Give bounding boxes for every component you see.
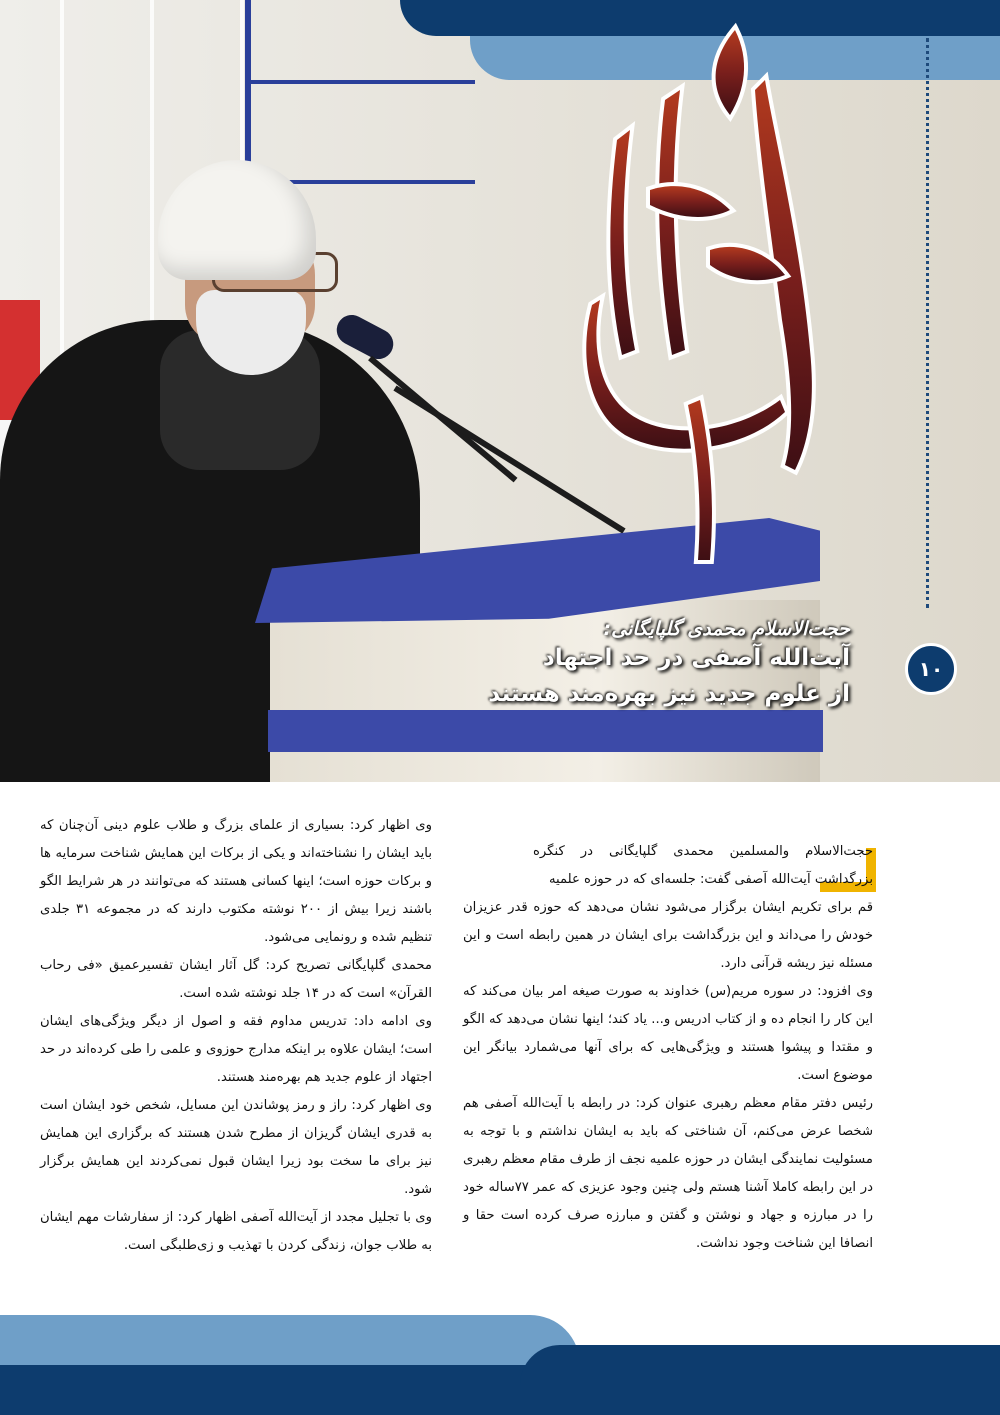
paragraph: وی ادامه داد: تدریس مداوم فقه و اصول از دیگر ویژگی‌های ایشان است؛ ایشان علاوه بر اینکه مدارج حوزوی و علمی را طی کرده‌اند در حد اجتهاد از علوم جدید هم بهره‌مند هستند. xyxy=(40,1014,432,1085)
paragraph: وی با تجلیل مجدد از آیت‌الله آصفی اظهار کرد: از سفارشات مهم ایشان به طلاب جوان، زندگی کردن با تهذیب و زی‌طلبگی است. xyxy=(40,1210,432,1253)
page-number-badge: ۱۰ xyxy=(905,643,957,695)
paragraph: وی اظهار کرد: بسیاری از علمای بزرگ و طلاب علوم دینی آن‌چنان که باید ایشان را نشناخته‌اند و یکی از برکات این همایش شناخت سرمایه ها و برکات حوزه است؛ اینها کسانی هستند که می‌توانند در هر شرایط الگو باشند زیرا بیش از ۲۰۰ نوشته مکتوب دارند که در مجموعه ۳۱ جلدی تنظیم شده و رونمایی می‌شود. xyxy=(40,818,432,945)
paragraph: قم برای تکریم ایشان برگزار می‌شود نشان می‌دهد که حوزه قدر عزیزان خودش را می‌داند و این بزرگداشت برای ایشان در همین رابطه است و این مسئله نیز ریشه قرآنی دارد. xyxy=(463,900,873,971)
paragraph: محمدی گلپایگانی تصریح کرد: گل آثار ایشان تفسیرعمیق «فی رحاب القرآن» است که در ۱۴ جلد نوشته شده است. xyxy=(40,958,432,1001)
wall-frame-line xyxy=(245,80,475,84)
paragraph: وی اظهار کرد: راز و رمز پوشاندن این مسایل، شخص خود ایشان است به قدری ایشان گریزان از مطرح شدن هستند که برگزاری این همایش نیز برای ما سخت بود زیرا ایشان قبول نمی‌کردند این همایش برگزار شود. xyxy=(40,1098,432,1197)
paragraph: رئیس دفتر مقام معظم رهبری عنوان کرد: در رابطه با آیت‌الله آصفی هم شخصا عرض می‌کنم، آن شناختی که باید به ایشان نداشتم و با توجه به مسئولیت نمایندگی ایشان در حوزه علمیه نجف از طرف مقام معظم رهبری در این رابطه کاملا آشنا هستم ولی چنین وجود عزیزی که عمر ۷۷ساله خود را در مبارزه و جهاد و نوشتن و گفتن و مبارزه صرف کرده است حقا و انصافا این شناخت وجود نداشت. xyxy=(463,1096,874,1251)
headline-block xyxy=(488,618,850,712)
paragraph: وی افزود: در سوره مریم(س) خداوند به صورت صیغه امر بیان می‌کند که این کار را انجام ده و از کتاب ادریس و... یاد کند؛ اینها نشان می‌دهد که الگو و مقتدا و پیشوا هستند و ویژگی‌هایی که برای آنها می‌شمارد بیانگر این موضوع است. xyxy=(463,984,873,1083)
article-column-left xyxy=(40,812,432,1260)
headline-line-1: آیت‌الله آصفی در حد اجتهاد xyxy=(542,645,850,671)
podium-stripe xyxy=(268,710,823,752)
article-column-right xyxy=(463,838,873,1258)
headline-line-2: از علوم جدید نیز بهره‌مند هستند xyxy=(488,681,850,707)
calligraphy-title-artwork xyxy=(560,20,860,580)
bottom-band-dark-right xyxy=(520,1345,1000,1415)
dotted-divider xyxy=(926,38,929,608)
paragraph: حجت‌الاسلام والمسلمین محمدی گلپایگانی در کنگره بزرگداشت آیت‌الله آصفی گفت: جلسه‌ای که در حوزه علمیه xyxy=(533,844,873,887)
headline-kicker: حجت‌الاسلام محمدی گلپایگانی: xyxy=(603,618,850,640)
